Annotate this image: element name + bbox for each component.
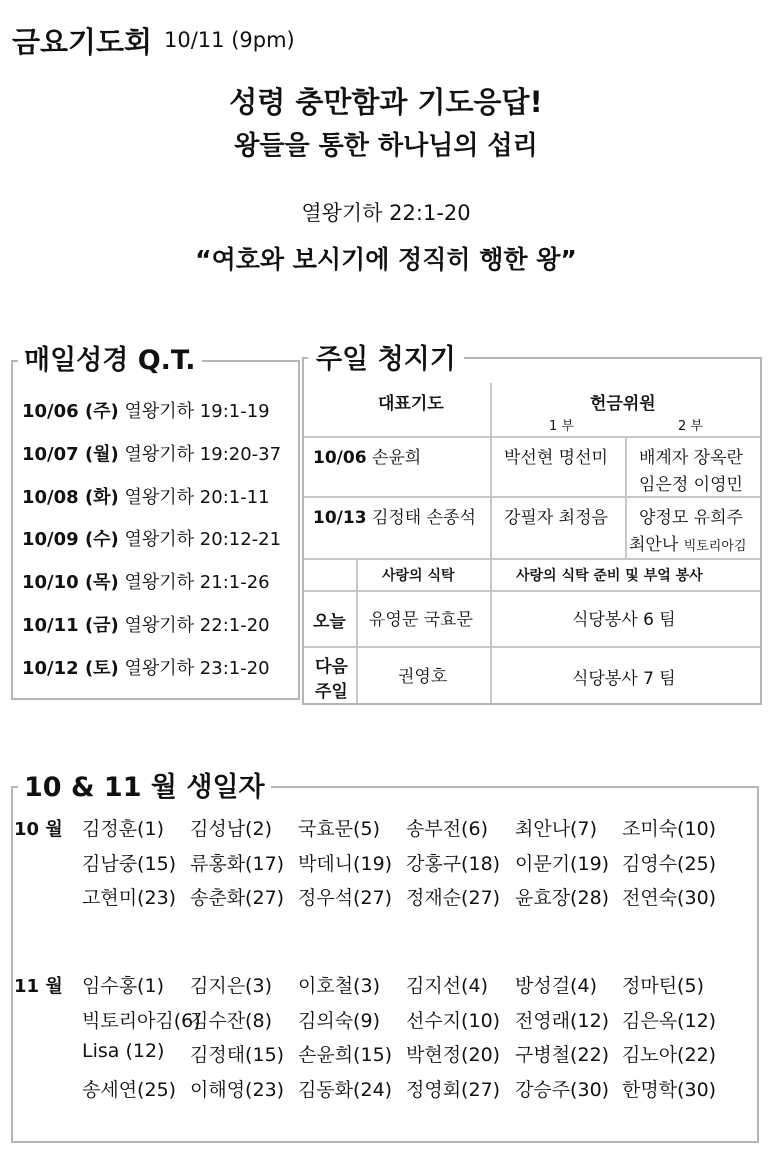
birthday-entry: 김은옥(12) [622, 1009, 717, 1032]
birthday-entry: 김의숙(9) [298, 1009, 380, 1032]
birthday-entry: 한명학(30) [622, 1078, 717, 1101]
birthday-entry: 정재순(27) [406, 887, 501, 909]
qt-date: 10/09 (수) [22, 529, 119, 551]
table-col-header: 사랑의 식탁 [382, 568, 455, 584]
qt-item [22, 611, 270, 637]
service-datetime: 10/11 (9pm) [164, 28, 295, 52]
birthday-entry: 김수잔(8) [190, 1009, 272, 1032]
qt-reference: 열왕기하 19:1-19 [124, 401, 270, 422]
qt-item [22, 654, 270, 680]
row1-offering1: 박선현 명선미 [504, 448, 608, 468]
today-service: 식당봉사 6 팀 [572, 610, 676, 630]
birthday-entry: 김정태(15) [190, 1044, 285, 1066]
today-label: 오늘 [313, 612, 346, 632]
birthday-entry: 류홍화(17) [190, 852, 285, 875]
birthday-entry: 조미숙(10) [622, 818, 717, 840]
birthday-entry: 김동화(24) [298, 1078, 393, 1101]
today-table: 유영문 국효문 [369, 610, 473, 630]
qt-title: 매일성경 Q.T. [18, 338, 202, 377]
birthday-entry: 고현미(23) [82, 887, 177, 909]
row2-offering1: 강필자 최정음 [504, 508, 608, 528]
next-label-1: 다음 [315, 657, 348, 677]
offering-sub1: 1 부 [549, 419, 574, 434]
next-table: 권영호 [398, 667, 448, 687]
birthday-title: 10 & 11 월 생일자 [18, 765, 271, 804]
col-offering-header: 헌금위원 [590, 394, 656, 414]
birthday-entry: 구병철(22) [515, 1044, 610, 1066]
row1-offering2a: 배계자 장옥란 [639, 448, 743, 468]
qt-item [22, 397, 270, 423]
birthday-entry: 임수홍(1) [82, 975, 164, 997]
qt-reference: 열왕기하 20:12-21 [124, 529, 282, 551]
birthday-entry: 정마틴(5) [622, 975, 704, 997]
row2-prayer [313, 503, 476, 528]
birthday-entry: 송부전(6) [406, 818, 488, 840]
october-label: 10 월 [14, 819, 63, 840]
qt-reference: 열왕기하 19:20-37 [124, 443, 282, 465]
birthday-entry: 방성걸(4) [515, 975, 597, 997]
birthday-entry: 김성남(2) [190, 818, 272, 840]
row2-prayer-name: 김정태 손종석 [371, 508, 476, 528]
qt-item [22, 525, 281, 551]
headline-1: 성령 충만함과 기도응답! [229, 85, 543, 119]
birthday-entry: 손윤희(15) [298, 1044, 393, 1066]
qt-item [22, 568, 270, 594]
birthday-entry: 김지은(3) [190, 975, 272, 997]
row2-date: 10/13 [313, 508, 367, 528]
birthday-entry: 최안나(7) [515, 818, 597, 840]
qt-date: 10/10 (목) [22, 572, 119, 594]
birthday-entry: 박현정(20) [406, 1044, 501, 1066]
row2-offering2b-main: 최안나 [629, 535, 679, 555]
birthday-entry: 김지선(4) [406, 975, 488, 997]
qt-item [22, 483, 270, 509]
birthday-entry: 김정훈(1) [82, 818, 164, 840]
qt-date: 10/06 (주) [22, 401, 119, 422]
birthday-entry: 정영회(27) [406, 1078, 501, 1101]
next-service: 식당봉사 7 팀 [572, 669, 676, 689]
row1-date: 10/06 [313, 448, 367, 468]
row2-offering2a: 양정모 유희주 [639, 508, 743, 528]
service-col-header: 사랑의 식탁 준비 및 부엌 봉사 [516, 568, 703, 584]
qt-reference: 열왕기하 22:1-20 [124, 615, 270, 636]
birthday-entry: 전연숙(30) [622, 887, 717, 909]
row1-offering2b: 임은정 이영민 [639, 475, 743, 495]
birthday-entry: 전영래(12) [515, 1009, 610, 1032]
birthday-entry: 박데니(19) [298, 852, 393, 875]
page-title: 금요기도회 [12, 25, 153, 59]
birthday-entry: 김노아(22) [622, 1044, 717, 1066]
birthday-entry: 윤효장(28) [515, 887, 610, 909]
qt-reference: 열왕기하 23:1-20 [124, 657, 270, 679]
col-prayer-header: 대표기도 [378, 394, 444, 414]
qt-reference: 열왕기하 21:1-26 [124, 572, 270, 594]
row1-prayer [313, 443, 421, 468]
birthday-entry: 김영수(25) [622, 852, 717, 875]
sermon-quote: “여호와 보시기에 정직히 행한 왕” [195, 245, 577, 274]
qt-date: 10/11 (금) [22, 615, 119, 636]
birthday-entry: 강승주(30) [515, 1078, 610, 1101]
birthday-entry: 이해영(23) [190, 1078, 285, 1101]
offering-sub2: 2 부 [678, 419, 703, 434]
birthday-entry: 이호철(3) [298, 975, 380, 997]
sunday-title: 주일 청지기 [308, 337, 464, 376]
qt-date: 10/07 (월) [22, 443, 119, 465]
birthday-entry: 정우석(27) [298, 887, 393, 909]
birthday-entry: 강홍구(18) [406, 852, 501, 875]
row2-offering2b [629, 530, 746, 555]
next-label-2: 주일 [315, 682, 348, 702]
birthday-entry: Lisa (12) [82, 1040, 165, 1062]
birthday-entry: 선수지(10) [406, 1009, 501, 1032]
birthday-entry: 국효문(5) [298, 818, 380, 840]
qt-item [22, 440, 281, 466]
birthday-entry: 빅토리아김(6) [82, 1009, 201, 1032]
qt-reference: 열왕기하 20:1-11 [124, 486, 270, 508]
birthday-entry: 이문기(19) [515, 852, 610, 875]
qt-date: 10/08 (화) [22, 486, 119, 508]
birthday-entry: 송세연(25) [82, 1078, 177, 1101]
headline-2: 왕들을 통한 하나님의 섭리 [234, 131, 538, 161]
row2-offering2b-small: 빅토리아김 [683, 539, 747, 554]
birthday-entry: 김남중(15) [82, 852, 177, 875]
november-label: 11 월 [14, 976, 63, 997]
qt-date: 10/12 (토) [22, 657, 119, 679]
scripture-reference: 열왕기하 22:1-20 [301, 201, 471, 225]
birthday-entry: 송춘화(27) [190, 887, 285, 909]
row1-prayer-name: 손윤희 [371, 448, 422, 468]
